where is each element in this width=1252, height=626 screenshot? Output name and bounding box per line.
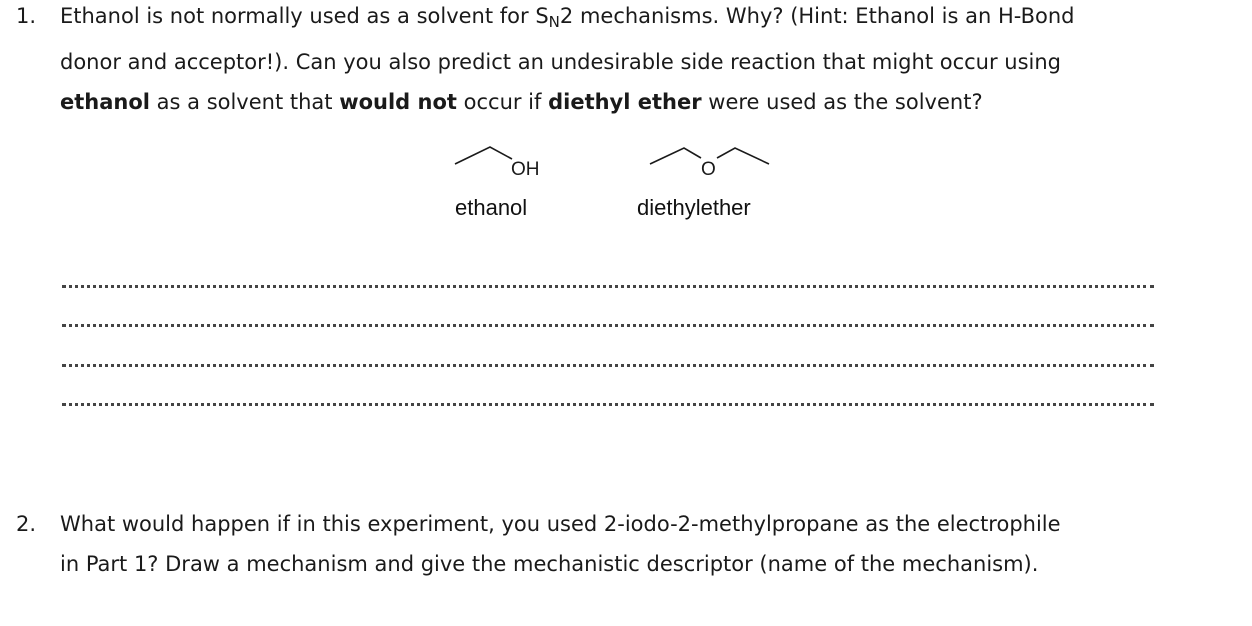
question-1-line-3: ethanol as a solvent that would not occur if diethyl ether were used as the solvent? (60, 90, 983, 114)
answer-line-3 (62, 364, 1154, 367)
ethanol-bonds (455, 147, 512, 164)
ethanol-oh-label: OH (511, 159, 540, 180)
diethylether-left-bonds (650, 148, 701, 164)
answer-line-2 (62, 324, 1154, 327)
question-2-number: 2. (16, 512, 37, 536)
ethanol-structure (450, 142, 560, 187)
question-1-text (60, 0, 1182, 122)
diethylether-caption: diethylether (637, 195, 751, 220)
question-2-text (60, 504, 1182, 584)
question-1-line-1: Ethanol is not normally used as a solvent for $S_N2$ mechanisms. Why? (Hint: Ethanol is an H-Bond (60, 4, 1075, 31)
sn2-subscript: N (548, 13, 560, 31)
answer-line-4 (62, 403, 1154, 406)
ethanol-caption: ethanol (455, 195, 528, 220)
diethylether-structure (643, 142, 783, 187)
answer-line-1 (62, 285, 1154, 288)
question-1-line-2: donor and acceptor!). Can you also predict an undesirable side reaction that might occur using (60, 50, 1062, 74)
question-2-line-1: What would happen if in this experiment, you used 2-iodo-2-methylpropane as the electrophile (60, 512, 1061, 536)
question-1-number: 1. (16, 4, 37, 28)
diethylether-o-label: O (701, 159, 716, 180)
diethylether-right-bonds (717, 148, 769, 164)
question-2-line-2: in Part 1? Draw a mechanism and give the mechanistic descriptor (name of the mechanism). (60, 552, 1039, 576)
